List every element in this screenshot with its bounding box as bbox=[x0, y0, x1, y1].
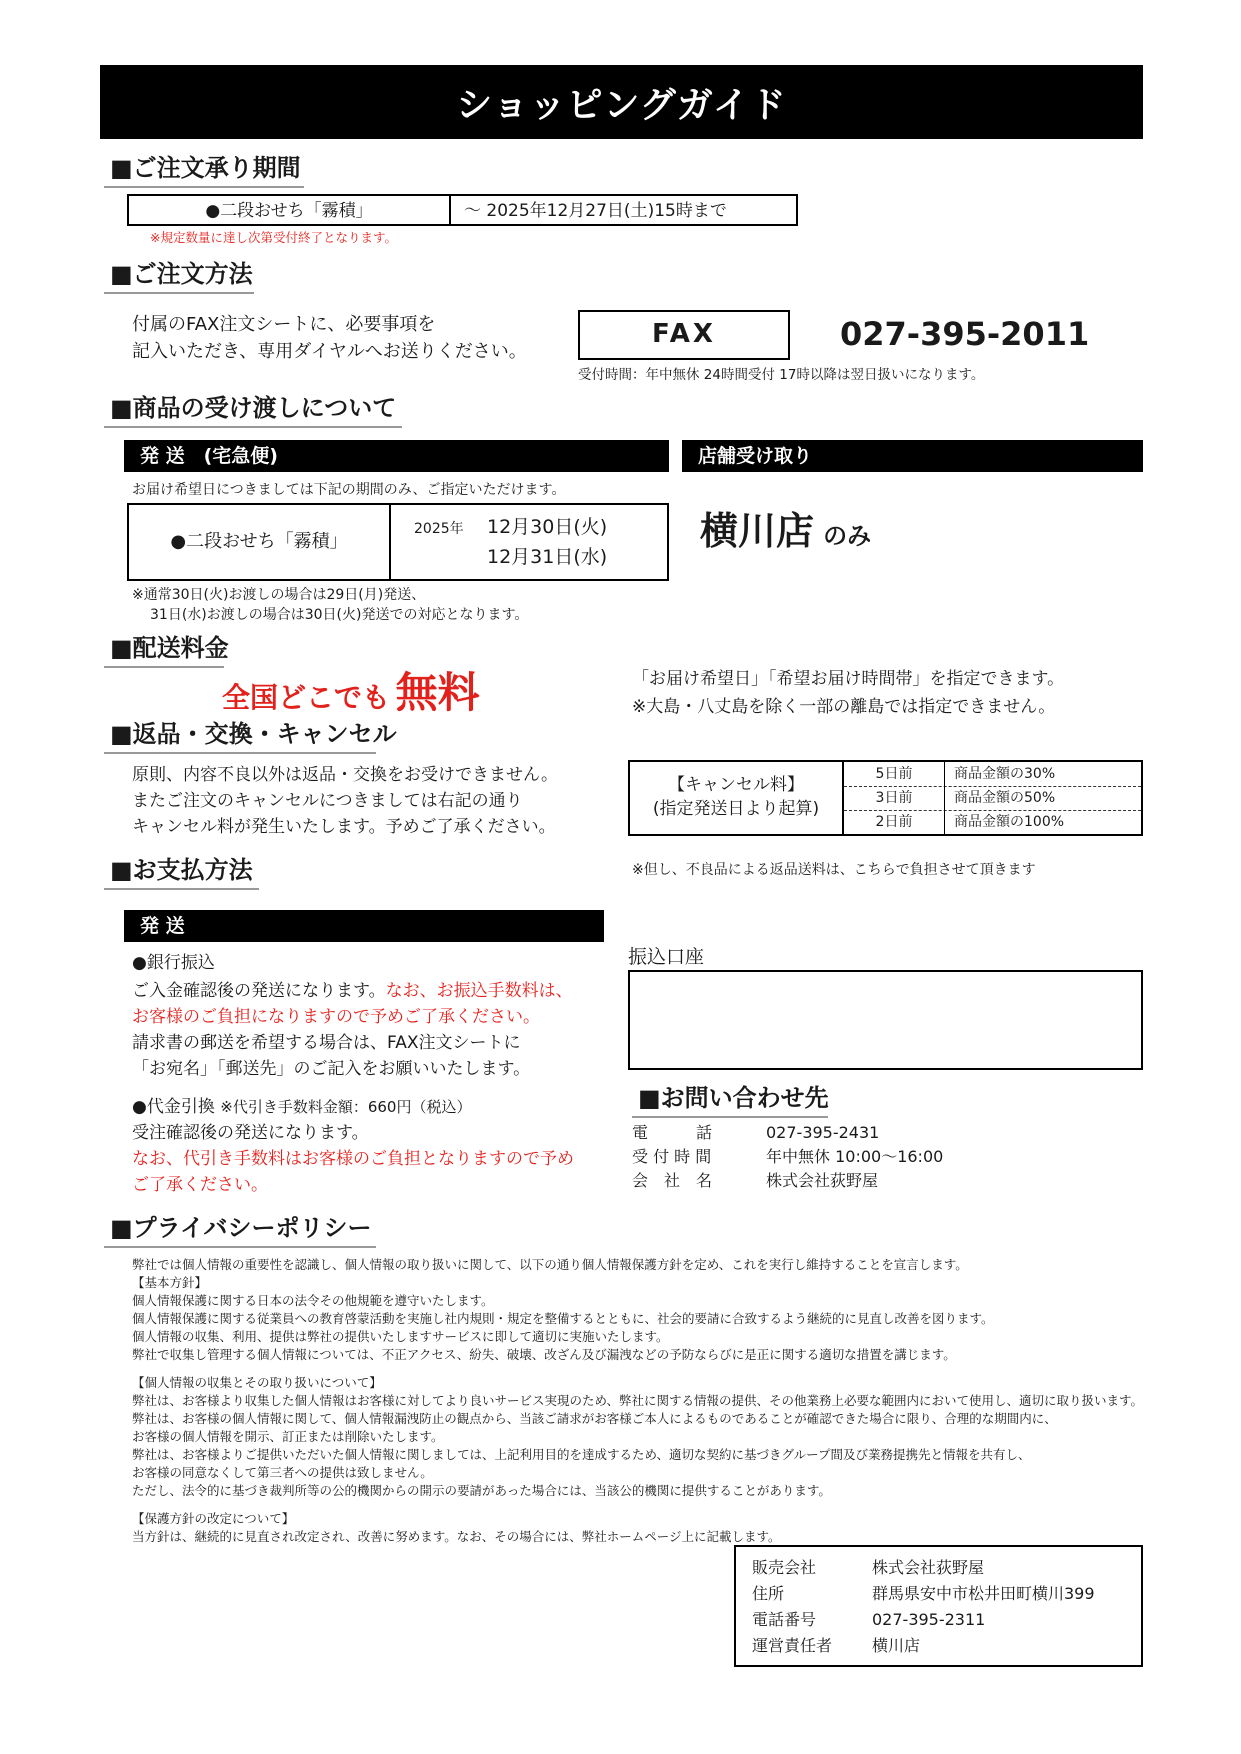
order-period-note: ※規定数量に達し次第受付終了となります。 bbox=[150, 230, 397, 245]
order-method-line1: 付属のFAX注文シートに、必要事項を bbox=[132, 314, 436, 335]
privacy-line: 弊社は、お客様より収集した個人情報はお客様に対してより良いサービス実現のため、弊社に関する情報の提供、その他業務上必要な範囲内において使用し、適切に取り扱います。 bbox=[132, 1393, 1144, 1408]
bank-line-1-red: なお、お振込手数料は、 bbox=[385, 981, 573, 1001]
account-box bbox=[628, 970, 1143, 1070]
cancel-title-2: (指定発送日より起算) bbox=[652, 799, 820, 819]
cancel-days: 2日前 bbox=[875, 814, 913, 830]
free-shipping bbox=[222, 660, 480, 720]
contact-label: 会 社 名 bbox=[632, 1171, 713, 1190]
defect-note: ※但し、不良品による返品送料は、こちらで負担させて頂きます bbox=[632, 862, 1036, 878]
payment-bar: 発 送 bbox=[124, 910, 604, 942]
returns-heading: ■返品・交換・キャンセル bbox=[104, 718, 376, 754]
seller-value: 株式会社荻野屋 bbox=[872, 1558, 985, 1577]
store-name: 横川店 bbox=[700, 509, 815, 553]
shipping-date-1: 12月30日(火) bbox=[487, 516, 608, 538]
fee-note-1: 「お届け希望日」「希望お届け時間帯」を指定できます。 bbox=[632, 669, 1065, 689]
contact-heading: ■お問い合わせ先 bbox=[632, 1082, 828, 1118]
privacy-line: お客様の個人情報を開示、訂正または削除いたします。 bbox=[132, 1429, 444, 1444]
bank-title: ●銀行振込 bbox=[132, 953, 215, 973]
seller-box bbox=[734, 1545, 1143, 1667]
contact-label: 電 話 bbox=[632, 1123, 713, 1142]
store-pickup-bar: 店舗受け取り bbox=[682, 440, 1143, 472]
shipping-year: 2025年 bbox=[414, 521, 464, 537]
contact-value[interactable]: 027-395-2431 bbox=[766, 1123, 880, 1142]
seller-label: 電話番号 bbox=[752, 1610, 817, 1629]
cancel-fee-table bbox=[628, 760, 1143, 836]
privacy-line: 【基本方針】 bbox=[132, 1275, 208, 1290]
fax-label: FAX bbox=[578, 310, 790, 360]
store-pickup bbox=[700, 500, 871, 555]
privacy-line: 弊社では個人情報の重要性を認識し、個人情報の取り扱いに関して、以下の通り個人情報保護方針を定め、これを実行し維持することを宣言します。 bbox=[132, 1257, 968, 1272]
order-period-heading: ■ご注文承り期間 bbox=[104, 152, 304, 188]
shipping-note: お届け希望日につきましては下記の期間のみ、ご指定いただけます。 bbox=[132, 482, 566, 498]
spacer bbox=[132, 1500, 1142, 1510]
order-period-deadline: ～ 2025年12月27日(土)15時まで bbox=[464, 201, 727, 221]
contact-value: 年中無休 10:00～16:00 bbox=[766, 1147, 944, 1166]
page-title: ショッピングガイド bbox=[100, 65, 1143, 139]
table-row bbox=[844, 762, 1141, 787]
divider bbox=[449, 196, 451, 224]
returns-line-1: 原則、内容不良以外は返品・交換をお受けできません。 bbox=[132, 765, 559, 785]
divider bbox=[944, 810, 945, 834]
seller-label: 運営責任者 bbox=[752, 1636, 833, 1655]
shipping-item: ●二段おせち「霧積」 bbox=[170, 531, 348, 552]
store-suffix: のみ bbox=[823, 522, 872, 550]
contact-value: 株式会社荻野屋 bbox=[766, 1171, 879, 1190]
cancel-fee: 商品金額の100% bbox=[954, 814, 1065, 830]
spacer bbox=[132, 1364, 1142, 1374]
seller-value: 群馬県安中市松井田町横川399 bbox=[872, 1584, 1095, 1603]
cod-line-1: 受注確認後の発送になります。 bbox=[132, 1123, 369, 1143]
bank-line-2: お客様のご負担になりますので予めご了承ください。 bbox=[132, 1007, 540, 1027]
table-row bbox=[844, 810, 1141, 834]
cancel-rows bbox=[844, 762, 1141, 834]
seller-label: 住所 bbox=[752, 1584, 785, 1603]
privacy-line: 個人情報の収集、利用、提供は弊社の提供いたしますサービスに即して適切に実施いたします。 bbox=[132, 1329, 669, 1344]
table-row bbox=[844, 786, 1141, 811]
order-period-table bbox=[127, 194, 798, 226]
shipping-date-2: 12月31日(水) bbox=[487, 546, 608, 568]
cancel-days: 3日前 bbox=[875, 790, 913, 806]
bank-line-4: 「お宛名」「郵送先」のご記入をお願いいたします。 bbox=[132, 1059, 531, 1079]
privacy-line: 個人情報保護に関する日本の法令その他規範を遵守いたします。 bbox=[132, 1293, 494, 1308]
privacy-line: 当方針は、継続的に見直され改定され、改善に努めます。なお、その場合には、弊社ホームページ上に記載します。 bbox=[132, 1529, 781, 1544]
cod-title-line bbox=[132, 1094, 471, 1120]
free-word: 無料 bbox=[395, 668, 480, 717]
cod-fee: ※代引き手数料金額：660円（税込） bbox=[220, 1098, 472, 1116]
returns-line-3: キャンセル料が発生いたします。予めご了承ください。 bbox=[132, 817, 556, 837]
fax-number[interactable]: 027-395-2011 bbox=[840, 315, 1090, 353]
shipping-bar: 発 送 (宅急便) bbox=[124, 440, 669, 472]
cancel-days: 5日前 bbox=[875, 766, 913, 782]
seller-value[interactable]: 027-395-2311 bbox=[872, 1610, 986, 1629]
shipping-foot-1: ※通常30日(火)お渡しの場合は29日(月)発送、 bbox=[132, 587, 426, 603]
privacy-line: 弊社は、お客様の個人情報に関して、個人情報漏洩防止の観点から、当該ご請求がお客様ご本人によるものであることが確認できた場合に限り、合理的な期間内に、 bbox=[132, 1411, 1057, 1426]
contact-label: 受 付 時 間 bbox=[632, 1147, 712, 1166]
order-method-line2: 記入いただき、専用ダイヤルへお送りください。 bbox=[132, 341, 527, 362]
bank-line-1 bbox=[132, 978, 573, 1004]
order-method-heading: ■ご注文方法 bbox=[104, 258, 254, 294]
privacy-line: ただし、法令的に基づき裁判所等の公的機関からの開示の要請があった場合には、当該公的機関に提供することがあります。 bbox=[132, 1483, 831, 1498]
shipping-table bbox=[127, 503, 669, 581]
divider bbox=[944, 762, 945, 786]
privacy-heading: ■プライバシーポリシー bbox=[104, 1212, 376, 1248]
privacy-line: 【個人情報の収集とその取り扱いについて】 bbox=[132, 1375, 382, 1390]
cod-line-3: ご了承ください。 bbox=[132, 1175, 268, 1195]
cod-title: ●代金引換 bbox=[132, 1097, 215, 1117]
divider bbox=[944, 786, 945, 810]
cancel-title-1: 【キャンセル料】 bbox=[668, 775, 804, 795]
order-period-item: ●二段おせち「霧積」 bbox=[205, 201, 373, 221]
fee-note-2: ※大島・八丈島を除く一部の離島では指定できません。 bbox=[632, 697, 1056, 717]
privacy-line: 弊社で収集し管理する個人情報については、不正アクセス、紛失、破壊、改ざん及び漏洩などの予防ならびに是正に関する適切な措置を講じます。 bbox=[132, 1347, 956, 1362]
privacy-line: 個人情報保護に関する従業員への教育啓蒙活動を実施し社内規則・規定を整備するとともに、社会的要請に合致するよう継続的に見直し改善を図ります。 bbox=[132, 1311, 994, 1326]
cancel-fee: 商品金額の50% bbox=[954, 790, 1056, 806]
shipping-fee-heading: ■配送料金 bbox=[104, 632, 224, 668]
cod-line-2: なお、代引き手数料はお客様のご負担となりますので予め bbox=[132, 1149, 574, 1169]
seller-value: 横川店 bbox=[872, 1636, 921, 1655]
privacy-line: 【保護方針の改定について】 bbox=[132, 1511, 295, 1526]
returns-line-2: またご注文のキャンセルにつきましては右記の通り bbox=[132, 791, 523, 811]
privacy-line: お客様の同意なくして第三者への提供は致しません。 bbox=[132, 1465, 433, 1480]
cancel-fee: 商品金額の30% bbox=[954, 766, 1056, 782]
shipping-foot-2: 31日(水)お渡しの場合は30日(火)発送での対応となります。 bbox=[150, 607, 529, 623]
delivery-heading: ■商品の受け渡しについて bbox=[104, 392, 402, 428]
seller-label: 販売会社 bbox=[752, 1558, 817, 1577]
account-label: 振込口座 bbox=[628, 946, 705, 968]
privacy-body bbox=[132, 1256, 1142, 1546]
privacy-line: 弊社は、お客様よりご提供いただいた個人情報に関しましては、上記利用目的を達成するため、適切な契約に基づきグループ間及び業務提携先と情報を共有し、 bbox=[132, 1447, 1031, 1462]
bank-line-3: 請求書の郵送を希望する場合は、FAX注文シートに bbox=[132, 1033, 521, 1053]
payment-heading: ■お支払方法 bbox=[104, 854, 259, 890]
fax-hours-note: 受付時間：年中無休 24時間受付 17時以降は翌日扱いになります。 bbox=[578, 367, 985, 383]
divider bbox=[389, 505, 391, 579]
bank-line-1-black: ご入金確認後の発送になります。 bbox=[132, 981, 386, 1001]
free-prefix: 全国どこでも bbox=[222, 681, 391, 714]
